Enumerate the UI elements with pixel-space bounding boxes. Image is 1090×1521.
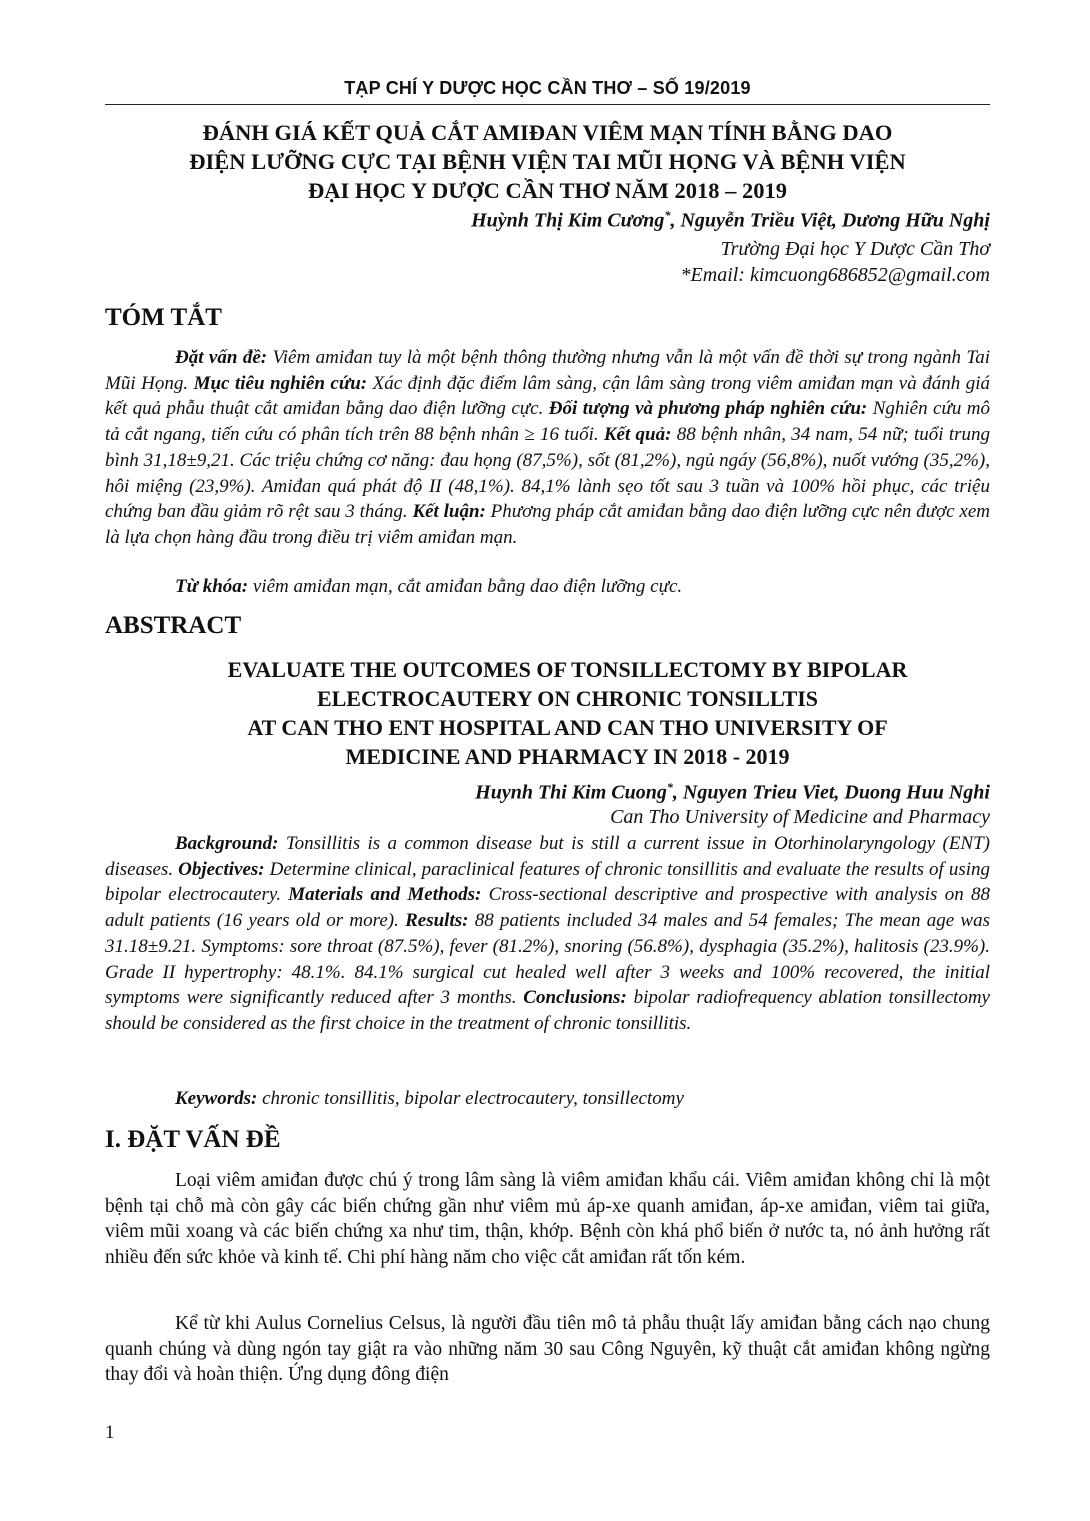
corresponding-mark: *	[664, 208, 671, 222]
text: 88 bệnh nhân, 34 nam, 54 nữ; tuổi trung bình 31,18±9,21. Các triệu chứng cơ năng: đau họng (87,5%), sốt (81,2%), ngủ ngáy (56,8%), nuốt vướng (35,2%), hôi miệng (23,9%). Amiđan quá phát độ II (48,1%). 84,1% lành sẹo tốt sau 3 tuần và 100% hồi phục, các triệu chứng ban đầu giảm rõ rệt sau 3 tháng.	[105, 424, 990, 523]
label: Results:	[398, 910, 469, 932]
text: Tonsillitis is a common disease but is still a current issue in Otorhinolaryngology (ENT) diseases.	[105, 833, 990, 880]
text: viêm amiđan mạn, cắt amiđan bằng dao điện lưỡng cực.	[248, 576, 683, 597]
body-paragraph: Kể từ khi Aulus Cornelius Celsus, là người đầu tiên mô tả phẫu thuật lấy amiđan bằng cách nạo chung quanh chúng và dùng ngón tay giật ra vào những năm 30 sau Công Nguyên, kỹ thuật cắt amiđan không ngừng thay đổi và hoàn thiện. Ứng dụng đông điện	[105, 1313, 990, 1386]
text: 88 patients included 34 males and 54 females; The mean age was 31.18±9.21. Symptoms: sore throat (87.5%), fever (81.2%), snoring (56.8%), dysphagia (35.2%), halitosis (23.9%). Grade II hypertrophy: 48.1%. 84.1% surgical cut healed well after 3 weeks and 100% recovered, the initial symptoms were significantly reduced after 3 months.	[105, 910, 991, 1009]
body-paragraph: Loại viêm amiđan được chú ý trong lâm sàng là viêm amiđan khẩu cái. Viêm amiđan không chỉ là một bệnh tại chỗ mà còn gây các biến chứng gần như viêm mủ áp-xe quanh amiđan, áp-xe amiđan, viêm tai giữa, viêm mũi xoang và các biến chứng xa như tim, thận, khớp. Bệnh còn khá phổ biến ở nước ta, nó ảnh hưởng rất nhiều đến sức khỏe và kinh tế. Chi phí hàng năm cho việc cắt amiđan rất tốn kém.	[105, 1170, 990, 1269]
author-first: Huỳnh Thị Kim Cương	[471, 209, 665, 232]
label: Từ khóa:	[175, 576, 249, 597]
keywords-vn	[175, 576, 682, 598]
author-rest: , Nguyễn Triều Việt, Dương Hữu Nghị	[670, 209, 990, 232]
journal-header: TẠP CHÍ Y DƯỢC HỌC CẦN THƠ – SỐ 19/2019	[344, 78, 751, 98]
text: Viêm amiđan tuy là một bệnh thông thường nhưng vẫn là một vấn đề thời sự trong ngành Tai Mũi Họng.	[105, 347, 991, 394]
author-rest: , Nguyen Trieu Viet, Duong Huu Nghi	[672, 781, 990, 804]
header-rule	[105, 104, 990, 105]
authors-en	[475, 780, 990, 805]
email[interactable]: *Email: kimcuong686852@gmail.com	[680, 264, 990, 286]
text: chronic tonsillitis, bipolar electrocautery, tonsillectomy	[257, 1088, 684, 1109]
label: Background:	[175, 833, 279, 854]
title-en-line: EVALUATE THE OUTCOMES OF TONSILLECTOMY BY BIPOLAR	[227, 657, 908, 682]
affiliation-en: Can Tho University of Medicine and Pharmacy	[610, 806, 990, 828]
abstract-paragraph	[105, 831, 990, 1037]
section-heading: I. ĐẶT VẤN ĐỀ	[105, 1126, 281, 1153]
page-number: 1	[105, 1422, 115, 1443]
label: Objectives:	[173, 858, 265, 880]
text: Determine clinical, paraclinical features of chronic tonsillitis and evaluate the results of using bipolar electrocautery.	[105, 858, 990, 906]
label: Đối tượng và phương pháp nghiên cứu:	[543, 398, 868, 420]
corresponding-mark: *	[666, 780, 673, 794]
title-vn-line: ĐÁNH GIÁ KẾT QUẢ CẮT AMIĐAN VIÊM MẠN TÍNH BẰNG DAO	[202, 120, 893, 145]
label: Conclusions:	[516, 987, 627, 1009]
title-vn-line: ĐẠI HỌC Y DƯỢC CẦN THƠ NĂM 2018 – 2019	[308, 178, 787, 203]
abstract-heading: ABSTRACT	[105, 612, 242, 639]
label: Kết quả:	[598, 424, 672, 446]
text: bipolar radiofrequency ablation tonsillectomy should be considered as the first choice in the treatment of chronic tonsillitis.	[105, 987, 990, 1034]
text: Xác định đặc điểm lâm sàng, cận lâm sàng trong viêm amiđan mạn và đánh giá kết quả phẫu thuật cắt amiđan bằng dao điện lưỡng cực.	[105, 372, 990, 420]
authors-vn	[471, 208, 990, 233]
summary-paragraph	[105, 345, 990, 551]
title-en-line: ELECTROCAUTERY ON CHRONIC TONSILLTIS	[316, 686, 819, 711]
title-en-line: MEDICINE AND PHARMACY IN 2018 - 2019	[345, 744, 790, 769]
summary-heading: TÓM TẮT	[105, 304, 222, 331]
title-vietnamese	[105, 118, 990, 205]
label: Mục tiêu nghiên cứu:	[188, 372, 368, 394]
label: Materials and Methods:	[280, 884, 482, 906]
text: Cross-sectional descriptive and prospective with analysis on 88 adult patients (16 years old or more).	[105, 884, 990, 932]
text: Nghiên cứu mô tả cắt ngang, tiến cứu có phân tích trên 88 bệnh nhân ≥ 16 tuổi.	[105, 398, 990, 446]
text: Phương pháp cắt amiđan bằng dao điện lưỡng cực nên được xem là lựa chọn hàng đầu trong điều trị viêm amiđan mạn.	[105, 501, 991, 548]
title-english	[145, 655, 990, 771]
title-en-line: AT CAN THO ENT HOSPITAL AND CAN THO UNIVERSITY OF	[247, 715, 888, 740]
author-first: Huynh Thi Kim Cuong	[475, 781, 667, 804]
keywords-en	[175, 1088, 684, 1110]
label: Kết luận:	[407, 501, 486, 523]
affiliation-vn: Trường Đại học Y Dược Cần Thơ	[720, 238, 990, 260]
label: Đặt vấn đề:	[175, 347, 268, 368]
label: Keywords:	[175, 1088, 258, 1109]
title-vn-line: ĐIỆN LƯỠNG CỰC TẠI BỆNH VIỆN TAI MŨI HỌNG VÀ BỆNH VIỆN	[189, 149, 906, 174]
